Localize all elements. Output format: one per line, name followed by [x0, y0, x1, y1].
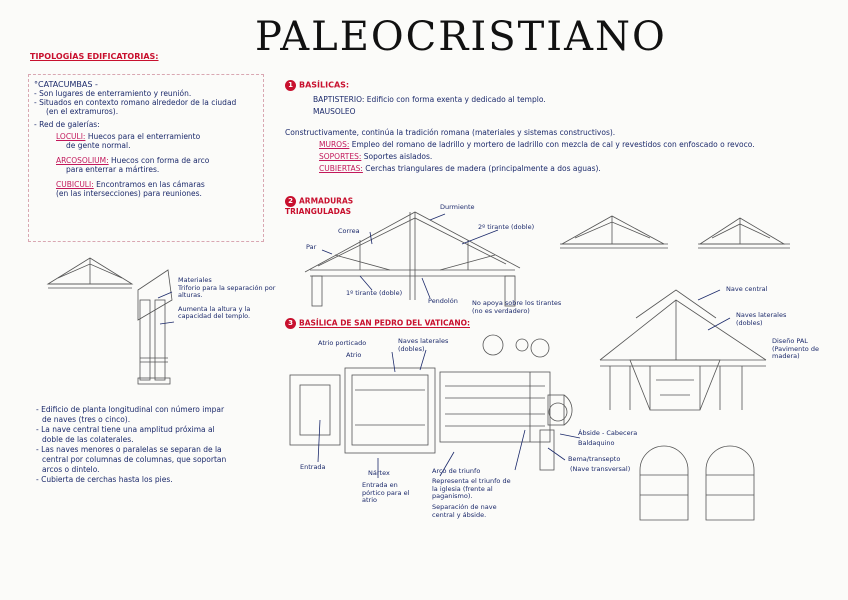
note-line: central por columnas de columnas, que soportan	[42, 455, 227, 464]
plan-label-abside: Ábside - Cabecera	[578, 429, 638, 437]
truss-label-durmiente: Durmiente	[440, 203, 475, 211]
note-line: - Las naves menores o paralelas se separan de la	[36, 445, 222, 454]
muros-term: MUROS:	[319, 140, 350, 149]
mausoleo-line: MAUSOLEO	[313, 107, 356, 116]
galerias-label: - Red de galerías:	[34, 120, 100, 129]
catacumbas-line: - Son lugares de enterramiento y reunión.	[34, 89, 192, 98]
plan-label-nartex: Nártex	[368, 469, 390, 477]
left-truss-drawing	[48, 258, 172, 384]
number-1-icon: 1	[285, 80, 296, 91]
cross-section-drawing	[600, 290, 766, 410]
section-label-naves-laterales: Naves laterales (dobles)	[736, 311, 787, 327]
cubiculi-text2: (en las intersecciones) para reuniones.	[56, 189, 202, 198]
muros-text: Empleo del romano de ladrillo y mortero de ladrillo con mezcla de cal y revestidos con enfoscado o revoco.	[351, 140, 755, 149]
cubiculi-term: CUBICULI:	[56, 180, 94, 189]
cubiertas-text: Cerchas triangulares de madera (principalmente a dos aguas).	[365, 164, 601, 173]
plan-label-entrada: Entrada	[300, 463, 326, 471]
note-line: arcos o dintelo.	[42, 465, 100, 474]
plan-label-naves-laterales: Naves laterales (dobles)	[398, 337, 449, 353]
truss-label-apoyo: No apoya sobre los tirantes (no es verdadero)	[472, 299, 562, 315]
catacumbas-line: - Situados en contexto romano alrededor de la ciudad	[34, 98, 237, 107]
plan-label-nave-transversal: (Nave transversal)	[570, 465, 631, 473]
loculi-text: Huecos para el enterramiento	[87, 132, 201, 141]
cubiculi-text: Encontramos en las cámaras	[96, 180, 205, 189]
tipologias-heading: TIPOLOGÍAS EDIFICATORIAS:	[30, 52, 159, 61]
soportes-term: SOPORTES:	[319, 152, 362, 161]
plan-label-arco-triunfo: Arco de triunfo	[432, 467, 481, 475]
section-label-diseno: Diseño PAL (Pavimento de madera)	[772, 337, 819, 360]
plan-label-separacion: Separación de nave central y ábside.	[432, 503, 497, 519]
section-label-nave-central: Nave central	[726, 285, 768, 293]
catacumbas-line: (en el extramuros).	[46, 107, 119, 116]
truss-label-par: Par	[306, 243, 317, 251]
truss-label-correa: Correa	[338, 227, 360, 235]
truss-label-pendolon: Pendolón	[428, 297, 458, 305]
arcosolium-term: ARCOSOLIUM:	[56, 156, 109, 165]
arcosolium-text2: para enterrar a mártires.	[66, 165, 160, 174]
truss-label-tirante1: 1º tirante (doble)	[346, 289, 403, 297]
small-trusses-drawing	[560, 216, 790, 248]
basilicas-heading: BASÍLICAS:	[299, 80, 350, 90]
armaduras-heading: 2 ARMADURAS TRIANGULADAS	[285, 196, 354, 216]
truss-label-tirante2: 2º tirante (doble)	[478, 223, 535, 231]
left-truss-labels	[178, 277, 288, 321]
plan-label-atrio-porticado: Atrio porticado	[318, 339, 367, 347]
triforio-label: Triforio para la separación por alturas.	[178, 283, 276, 299]
cubiertas-term: CUBIERTAS:	[319, 164, 363, 173]
soportes-text: Soportes aislados.	[363, 152, 433, 161]
plan-label-baldaquino: Baldaquino	[578, 439, 615, 447]
arched-windows-drawing	[640, 446, 754, 520]
plan-label-atrio: Atrio	[346, 351, 362, 359]
note-line: de naves (tres o cinco).	[42, 415, 131, 424]
plan-label-bema: Bema/transepto	[568, 455, 621, 463]
note-line: - Cubierta de cerchas hasta los pies.	[36, 475, 173, 484]
materiales-label: Materiales	[178, 276, 212, 284]
altura-label: Aumenta la altura y la capacidad del templo.	[178, 304, 251, 320]
note-line: - La nave central tiene una amplitud próxima al	[36, 425, 215, 434]
page-title: PALEOCRISTIANO	[255, 14, 667, 60]
basilicas-intro: Constructivamente, continúa la tradición romana (materiales y sistemas constructivos).	[285, 128, 616, 137]
baptisterio-line: BAPTISTERIO: Edificio con forma exenta y dedicado al templo.	[313, 95, 546, 104]
loculi-text2: de gente normal.	[66, 141, 131, 150]
catacumbas-heading: °CATACUMBAS -	[34, 80, 98, 89]
number-3-icon: 3	[285, 318, 296, 329]
note-line: - Edificio de planta longitudinal con número impar	[36, 405, 225, 414]
plan-label-triunfo-desc: Representa el triunfo de la iglesia (frente al paganismo).	[432, 477, 511, 500]
san-pedro-heading: 3 BASÍLICA DE SAN PEDRO DEL VATICANO:	[285, 318, 470, 329]
note-line: doble de las colaterales.	[42, 435, 134, 444]
plan-label-entrada-portico: Entrada en pórtico para el atrio	[362, 481, 410, 504]
arcosolium-text: Huecos con forma de arco	[111, 156, 210, 165]
loculi-term: LOCULI:	[56, 132, 86, 141]
number-2-icon: 2	[285, 196, 296, 207]
san-pedro-plan-drawing	[290, 335, 572, 470]
